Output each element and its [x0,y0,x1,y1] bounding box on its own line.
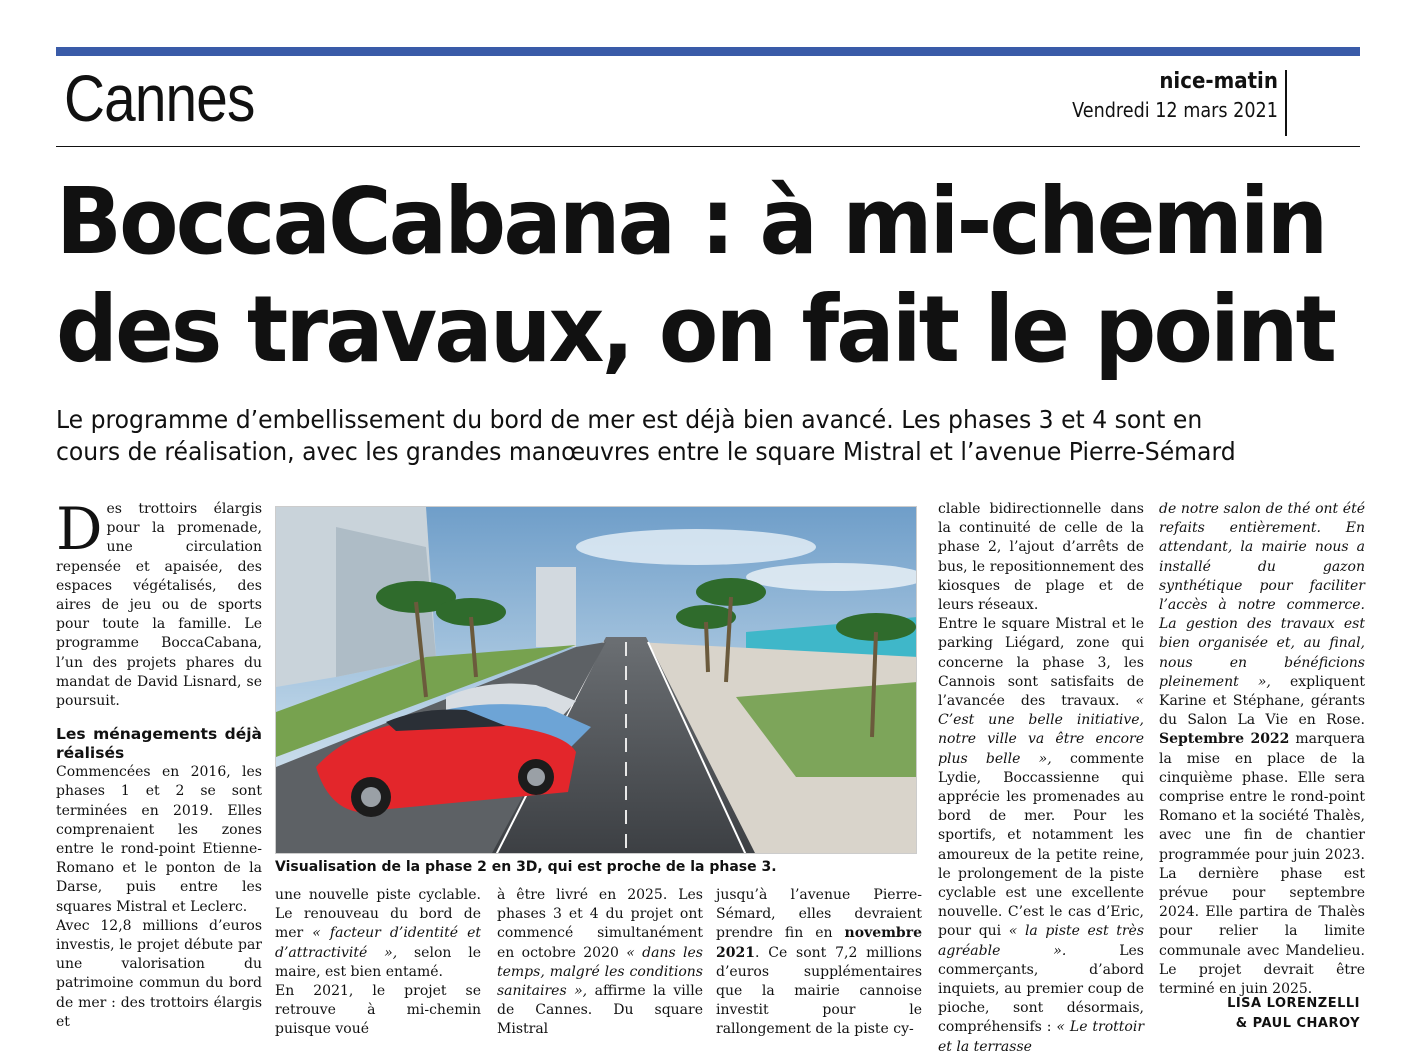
paragraph [938,615,1144,1057]
brand-name: nice-matin [1159,69,1278,94]
intro-paragraph [56,495,262,711]
paragraph [1159,500,1365,999]
text: expliquent Karine et Stéphane, gérants du Salon La Vie en Rose. [1159,673,1365,729]
byline [1227,994,1360,1034]
bold-date: Septembre 2022 [1159,731,1290,748]
text: commente Lydie, Boccassienne qui apprécie les promenades au bord de mer. Pour les sportifs, et notamment les amoureux de la petite reine, le prolongement de la piste cyclable est une excellente nouvelle. C’est le cas d’Eric, pour qui [938,750,1145,940]
masthead [1044,68,1278,124]
paragraph: En 2021, le projet se retrouve à mi-chemin puisque voué [275,983,481,1038]
article-column-6 [1159,500,1365,999]
paragraph: Avec 12,8 millions d’euros investis, le projet débute par une valorisation du patrimoine commun du bord de mer : des trottoirs élargis et [56,917,262,1030]
publication-date: Vendredi 12 mars 2021 [1072,98,1278,122]
subhead: Les ménagements déjà réalisés [56,725,262,763]
text: affirme la ville de Cannes. Du square Mistral [497,983,703,1038]
paragraph [497,886,703,1040]
top-accent-bar [56,47,1360,56]
text: jusqu’à l’avenue Pierre-Sémard, elles devraient prendre fin en [716,887,922,942]
headline-line-2: des travaux, on fait le point [56,276,1335,383]
deck [56,404,1360,468]
author-2: & PAUL CHAROY [1235,1016,1360,1031]
article-column-1 [56,495,262,1032]
headline [56,168,1360,384]
quote: « Le trottoir et la terrasse [938,1019,1145,1055]
quote: « facteur d’identité et d’attractivité », [275,925,482,961]
article-column-4 [716,886,922,1040]
paragraph [716,886,922,1040]
article-column-3 [497,886,703,1040]
header-rule [56,146,1360,147]
text: Entre le square Mistral et le parking Liégard, zone qui concerne la phase 3, les Cannois sont satisfaits de l’avancée des travaux. [938,616,1144,710]
photo-illustration [276,507,917,854]
quote: de notre salon de thé ont été refaits entièrement. En attendant, la mairie nous a installé du gazon synthétique pour faciliter l’accès à notre commerce. La gestion des travaux est bien organisée et, au final, nous en bénéficions pleinement », [1159,501,1365,690]
author-1: LISA LORENZELLI [1227,996,1360,1011]
text: Les commerçants, d’abord inquiets, au premier coup de pioche, sont désormais, compréhensifs : [938,942,1144,1036]
text: une nouvelle piste cyclable. Le renouveau du bord de mer [275,887,481,942]
article-photo [275,506,917,854]
headline-line-1: BoccaCabana : à mi-chemin [56,168,1326,275]
masthead-rule [1285,70,1287,136]
article-column-2 [275,886,481,1040]
paragraph: clable bidirectionnelle dans la continuité de celle de la phase 2, l’ajout d’arrêts de bus, le repositionnement des kiosques de plage et de leurs réseaux. [938,501,1144,614]
paragraph [275,886,481,982]
section-title: Cannes [64,61,255,135]
article-column-5 [938,500,1144,1057]
quote: « dans les temps, malgré les conditions sanitaires », [497,944,703,1000]
dropcap: D [56,495,103,563]
paragraph: Commencées en 2016, les phases 1 et 2 se sont terminées en 2019. Elles comprenaient les zones entre le rond-point Etienne-Romano et le ponton de la Darse, puis entre les squares Mistral et Leclerc. [56,764,262,915]
bold-date: novembre 2021 [716,925,922,961]
text: marquera la mise en place de la cinquième phase. Elle sera comprise entre le rond-point Romano et la société Thalès, avec une fin de chantier programmée pour juin 2023. La dernière phase est prévue pour septembre 2024. Elle partira de Thalès pour relier la limite communale avec Mandelieu. Le projet devrait être terminé en juin 2025. [1159,731,1366,998]
text: . Ce sont 7,2 millions d’euros supplémentaires que la mairie cannoise investit pour le rallongement de la piste cy- [716,944,922,1038]
quote: « C’est une belle initiative, notre ville va être encore plus belle », [938,693,1145,767]
text: à être livré en 2025. Les phases 3 et 4 du projet ont commencé simultanément en octobre 2020 [497,887,703,961]
quote: « la piste est très agréable ». [938,923,1145,959]
deck-line-2: cours de réalisation, avec les grandes manœuvres entre le square Mistral et l’avenue Pierre-Sémard [56,437,1236,466]
deck-line-1: Le programme d’embellissement du bord de mer est déjà bien avancé. Les phases 3 et 4 sont en [56,405,1203,434]
photo-caption: Visualisation de la phase 2 en 3D, qui est proche de la phase 3. [275,859,777,875]
text: selon le maire, est bien entamé. [275,944,481,980]
intro-text: es trottoirs élargis pour la promenade, une circulation repensée et apaisée, des espaces végétalisés, des aires de jeu ou de sports pour toute la famille. Le programme BoccaCabana, l’un des projets phares du mandat de David Lisnard, se poursuit. [56,501,262,710]
